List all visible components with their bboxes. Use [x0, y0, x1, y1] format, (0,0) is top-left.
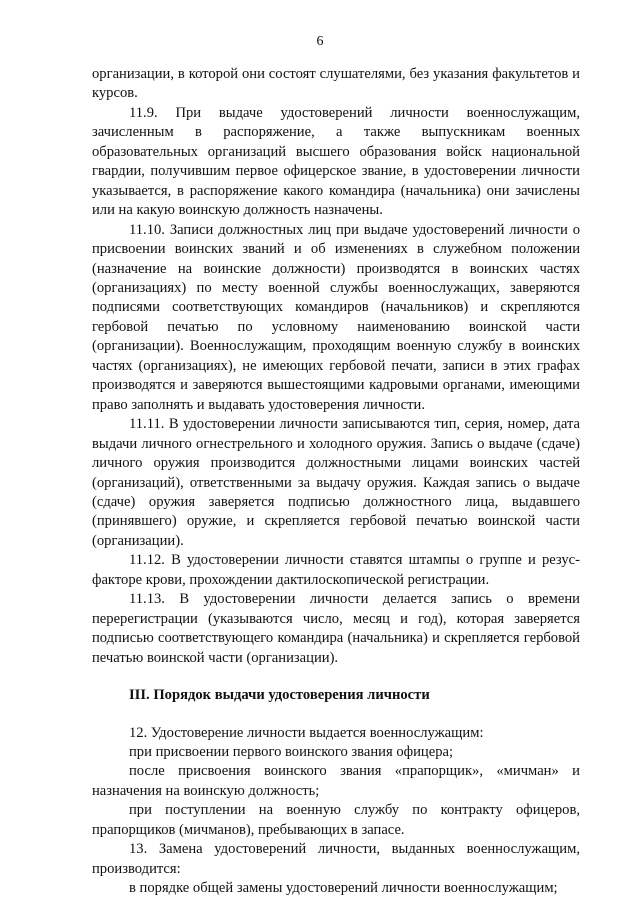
list-item: при поступлении на военную службу по контракту офицеров, прапорщиков (мичманов), пребывающих в запасе.: [92, 802, 580, 838]
paragraph-continuation: организации, в которой они состоят слушателями, без указания факультетов и курсов.: [92, 66, 580, 102]
section-heading: III. Порядок выдачи удостоверения личности: [129, 687, 430, 704]
paragraphs-before: [92, 65, 580, 668]
list-item: после присвоения воинского звания «прапорщик», «мичман» и назначения на воинскую должность;: [92, 763, 580, 799]
list-item: при присвоении первого воинского звания офицера;: [129, 743, 454, 760]
paragraph-11-11: 11.11. В удостоверении личности записываются тип, серия, номер, дата выдачи личного огнестрельного и холодного оружия. Запись о выдаче (сдаче) личного оружия производится должностными лицами воинских частей (организаций), ответственными за выдачу оружия. Каждая запись о выдаче (сдаче) оружия заверяется подписью должностного лица, выдавшего (принявшего) оружие, и скрепляется гербовой печатью воинской части (организации).: [92, 416, 580, 549]
paragraph-11-12: 11.12. В удостоверении личности ставятся штампы о группе и резус-факторе крови, прохождении дактилоскопической регистрации.: [92, 552, 580, 588]
paragraph-13: 13. Замена удостоверений личности, выданных военнослужащим, производится:: [92, 841, 580, 877]
document-body: [92, 65, 580, 899]
paragraph-12: 12. Удостоверение личности выдается военнослужащим:: [129, 724, 484, 741]
paragraph-11-13: 11.13. В удостоверении личности делается запись о времени перерегистрации (указываются число, месяц и год), которая заверяется подписью соответствующего командира (начальника) и скрепляется гербовой печатью воинской части (организации).: [92, 591, 580, 666]
list-item: в порядке общей замены удостоверений личности военнослужащим;: [129, 880, 558, 897]
paragraph-11-9: 11.9. При выдаче удостоверений личности военнослужащим, зачисленным в распоряжение, а также выпускникам военных образовательных организаций высшего образования войск национальной гвардии, получившим первое офицерское звание, в удостоверении личности указывается, в распоряжение какого командира (начальника) они зачислены или на какую воинскую должность назначены.: [92, 104, 580, 219]
page-number: 6: [316, 34, 324, 49]
paragraph-11-10: 11.10. Записи должностных лиц при выдаче удостоверений личности о присвоении воинских званий и об изменениях в служебном положении (назначение на воинские должности) производятся в воинских частях (организациях) по месту военной службы военнослужащих, заверяются подписями соответствующих командиров (начальников) и скрепляются гербовой печатью по условному наименованию воинской части (организации). Военнослужащим, проходящим военную службу в воинских частях (организациях), не имеющих гербовой печати, записи в этих графах производятся и заверяются вышестоящими кадровыми органами, имеющими право заполнять и выдавать удостоверения личности.: [92, 221, 580, 413]
paragraphs-after: [92, 724, 580, 899]
